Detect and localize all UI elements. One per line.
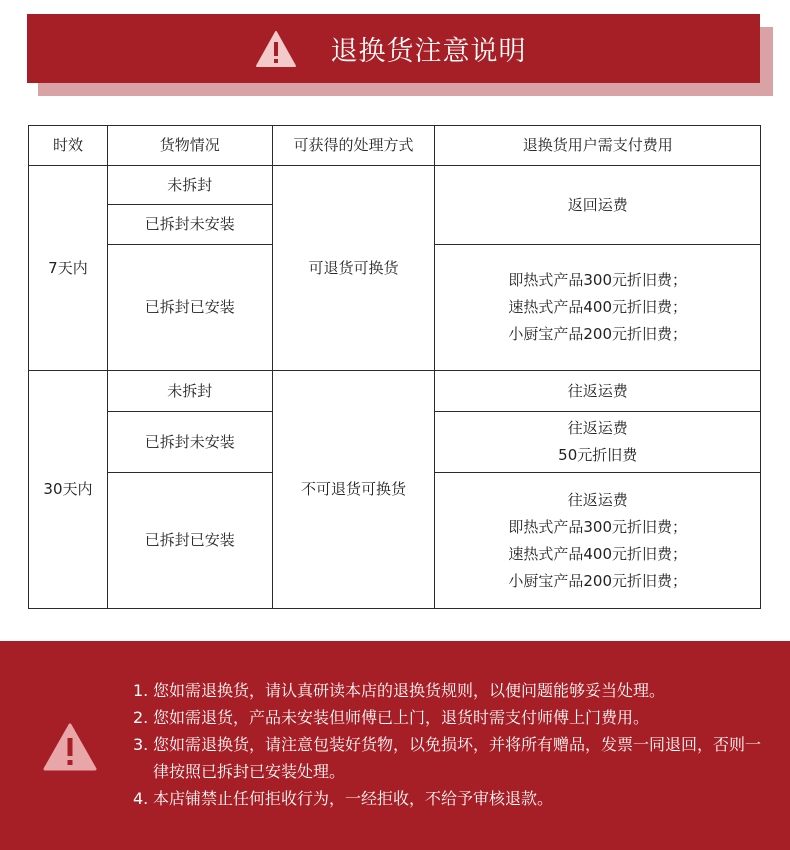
item-text: 您如需退换货，请认真研读本店的退换货规则，以便问题能够妥当处理。 <box>153 681 666 700</box>
item-number: 1. <box>133 681 149 700</box>
fee-line: 即热式产品300元折旧费； <box>508 271 688 289</box>
period-cell: 30天内 <box>29 371 108 609</box>
page-title: 退换货注意说明 <box>330 36 527 67</box>
fee-cell <box>435 371 761 412</box>
header-method: 可获得的处理方式 <box>272 126 435 166</box>
item-text: 您如需退换货，请注意包装好货物，以免损坏，并将所有赠品，发票一同退回，否则一律按照已拆封已安装处理。 <box>153 735 762 781</box>
warning-triangle-icon <box>42 722 98 772</box>
fee-line: 返回运费 <box>567 195 628 214</box>
notice-list <box>133 677 763 812</box>
item-text: 您如需退货，产品未安装但师傅已上门，退货时需支付师傅上门费用。 <box>153 708 650 727</box>
condition-cell: 已拆封未安装 <box>107 205 272 245</box>
fee-line: 小厨宝产品200元折旧费； <box>508 571 688 590</box>
condition-cell: 已拆封已安装 <box>107 473 272 609</box>
fee-line: 往返运费 <box>567 381 628 400</box>
item-number: 4. <box>133 789 149 808</box>
condition-cell: 未拆封 <box>107 371 272 412</box>
item-number: 2. <box>133 708 149 727</box>
condition-cell: 已拆封已安装 <box>107 245 272 371</box>
method-cell: 可退货可换货 <box>272 166 435 371</box>
method-cell: 不可退货可换货 <box>272 371 435 609</box>
return-policy-table <box>28 125 761 609</box>
fee-line: 速热式产品400元折旧费； <box>508 544 688 563</box>
header-banner <box>27 14 773 96</box>
table-row <box>29 371 761 412</box>
fee-line: 50元折旧费 <box>558 446 638 464</box>
list-item <box>133 677 763 704</box>
fee-line: 往返运费 <box>567 490 628 509</box>
fee-cell <box>435 473 761 609</box>
list-item <box>133 731 763 785</box>
fee-line: 即热式产品300元折旧费； <box>508 517 688 536</box>
fee-line: 速热式产品400元折旧费； <box>508 298 688 316</box>
table-header-row <box>29 126 761 166</box>
table-row <box>29 166 761 205</box>
header-period: 时效 <box>29 126 108 166</box>
item-text: 本店铺禁止任何拒收行为，一经拒收，不给予审核退款。 <box>153 789 554 808</box>
fee-cell <box>435 166 761 245</box>
notice-section <box>0 641 790 850</box>
list-item <box>133 785 763 812</box>
fee-cell <box>435 412 761 473</box>
warning-triangle-icon <box>255 30 297 68</box>
condition-cell: 已拆封未安装 <box>107 412 272 473</box>
period-cell: 7天内 <box>29 166 108 371</box>
header-condition: 货物情况 <box>107 126 272 166</box>
fee-line: 小厨宝产品200元折旧费； <box>508 325 688 343</box>
fee-cell <box>435 245 761 371</box>
header-fee: 退换货用户需支付费用 <box>435 126 761 166</box>
condition-cell: 未拆封 <box>107 166 272 205</box>
item-number: 3. <box>133 735 149 754</box>
fee-line: 往返运费 <box>567 419 628 437</box>
list-item <box>133 704 763 731</box>
banner <box>27 14 760 83</box>
